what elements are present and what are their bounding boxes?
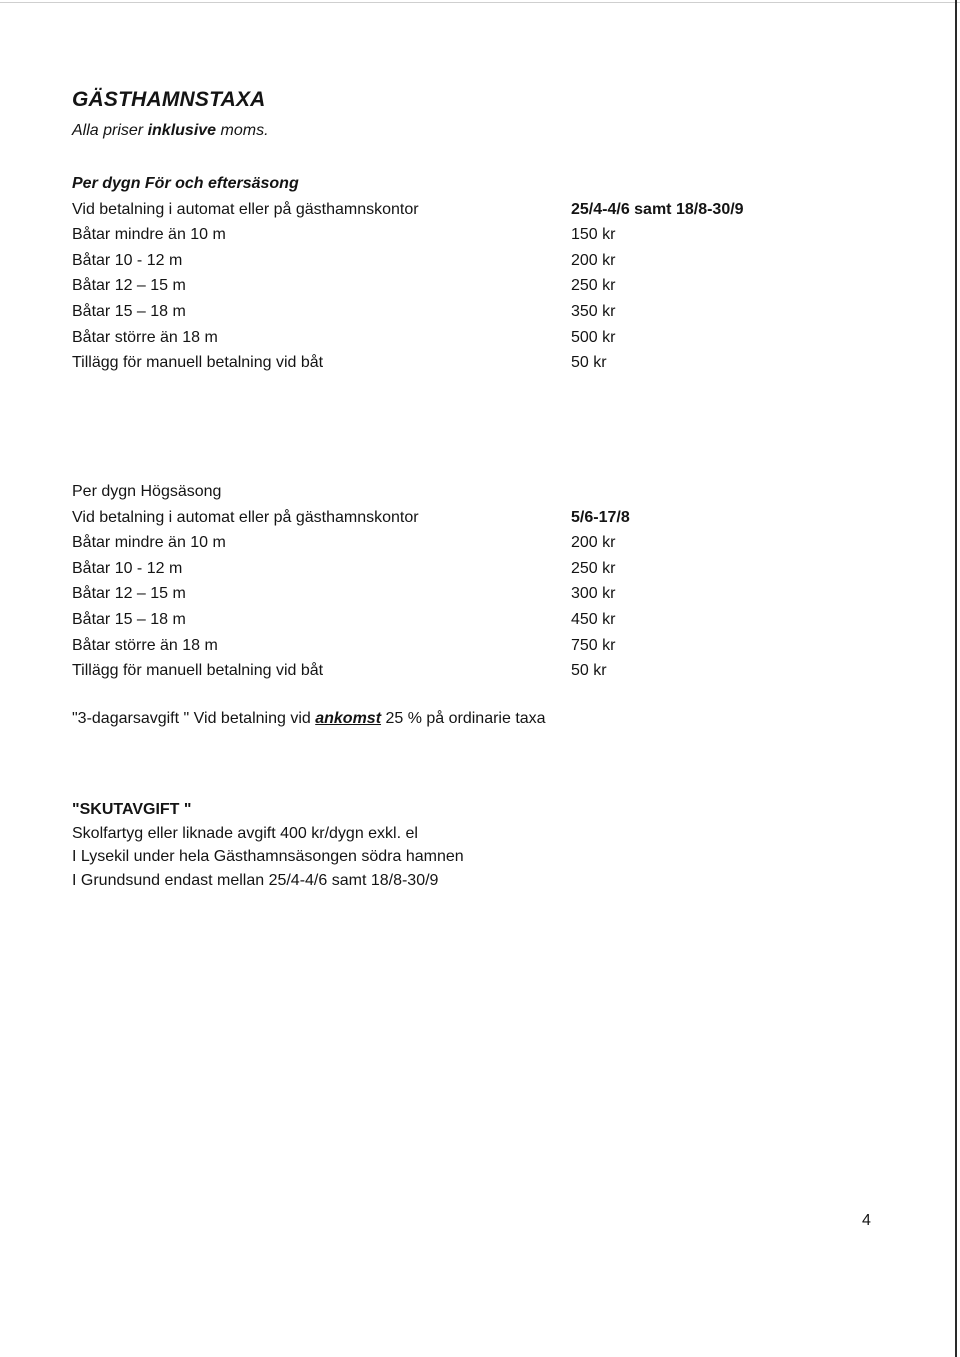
row-price: 300 kr	[571, 585, 616, 603]
skuta-fee-line: Skolfartyg eller liknade avgift 400 kr/dygn exkl. el	[72, 824, 418, 842]
row-price: 250 kr	[571, 559, 616, 577]
row-price: 50 kr	[571, 662, 607, 680]
skuta-fee-line: I Lysekil under hela Gästhamnsäsongen södra hamnen	[72, 848, 464, 865]
table-row	[72, 581, 832, 607]
table-row	[72, 505, 832, 531]
table-row	[72, 658, 832, 684]
page-edge-top	[0, 2, 960, 3]
row-price: 200 kr	[571, 251, 616, 269]
table-row	[72, 222, 832, 248]
row-price: 450 kr	[571, 610, 616, 628]
subtitle	[72, 122, 269, 140]
row-label: Tillägg för manuell betalning vid båt	[72, 354, 324, 372]
table-row	[72, 325, 832, 351]
row-label: Båtar 15 – 18 m	[72, 610, 186, 628]
table-row	[72, 633, 832, 659]
row-price: 150 kr	[571, 226, 616, 244]
row-label: Båtar mindre än 10 m	[72, 226, 226, 244]
row-label: Båtar 10 - 12 m	[72, 251, 183, 269]
low-season-section	[72, 171, 832, 376]
high-season-heading: Per dygn Högsäsong	[72, 483, 222, 500]
row-label: Vid betalning i automat eller på gästhamnskontor	[72, 200, 419, 218]
subtitle-suffix: moms.	[216, 122, 269, 139]
row-price: 750 kr	[571, 636, 616, 654]
three-day-fee-prefix: "3-dagarsavgift " Vid betalning vid	[72, 710, 316, 727]
row-price: 250 kr	[571, 277, 616, 295]
page-edge-right	[955, 0, 957, 1357]
row-label: Båtar 12 – 15 m	[72, 277, 186, 295]
three-day-fee	[72, 710, 546, 728]
row-price: 200 kr	[571, 534, 616, 552]
row-price: 350 kr	[571, 302, 616, 320]
three-day-fee-emphasis: ankomst	[315, 710, 382, 727]
skuta-fee-section	[72, 798, 464, 892]
page-title: GÄSTHAMNSTAXA	[72, 88, 266, 111]
row-price: 50 kr	[571, 354, 607, 372]
skuta-fee-line: I Grundsund endast mellan 25/4-4/6 samt 18/8-30/9	[72, 871, 439, 889]
row-label: Båtar större än 18 m	[72, 328, 218, 346]
table-row	[72, 299, 832, 325]
season-period: 25/4-4/6 samt 18/8-30/9	[571, 200, 744, 218]
season-period: 5/6-17/8	[571, 508, 630, 526]
row-price: 500 kr	[571, 328, 616, 346]
table-row	[72, 273, 832, 299]
subtitle-prefix: Alla priser	[72, 122, 148, 139]
table-row	[72, 248, 832, 274]
page-number: 4	[862, 1212, 871, 1229]
table-row	[72, 556, 832, 582]
table-row	[72, 197, 832, 223]
table-row	[72, 607, 832, 633]
row-label: Båtar större än 18 m	[72, 636, 218, 654]
row-label: Tillägg för manuell betalning vid båt	[72, 662, 324, 680]
table-row	[72, 350, 832, 376]
row-label: Båtar 15 – 18 m	[72, 302, 186, 320]
high-season-section	[72, 479, 832, 684]
table-row	[72, 530, 832, 556]
skuta-fee-heading: "SKUTAVGIFT "	[72, 801, 192, 818]
row-label: Båtar 10 - 12 m	[72, 559, 183, 577]
three-day-fee-suffix: 25 % på ordinarie taxa	[381, 710, 546, 727]
low-season-heading: Per dygn För och eftersäsong	[72, 175, 299, 192]
row-label: Båtar mindre än 10 m	[72, 534, 226, 552]
row-label: Båtar 12 – 15 m	[72, 585, 186, 603]
row-label: Vid betalning i automat eller på gästhamnskontor	[72, 508, 419, 526]
subtitle-emphasis: inklusive	[147, 122, 217, 139]
